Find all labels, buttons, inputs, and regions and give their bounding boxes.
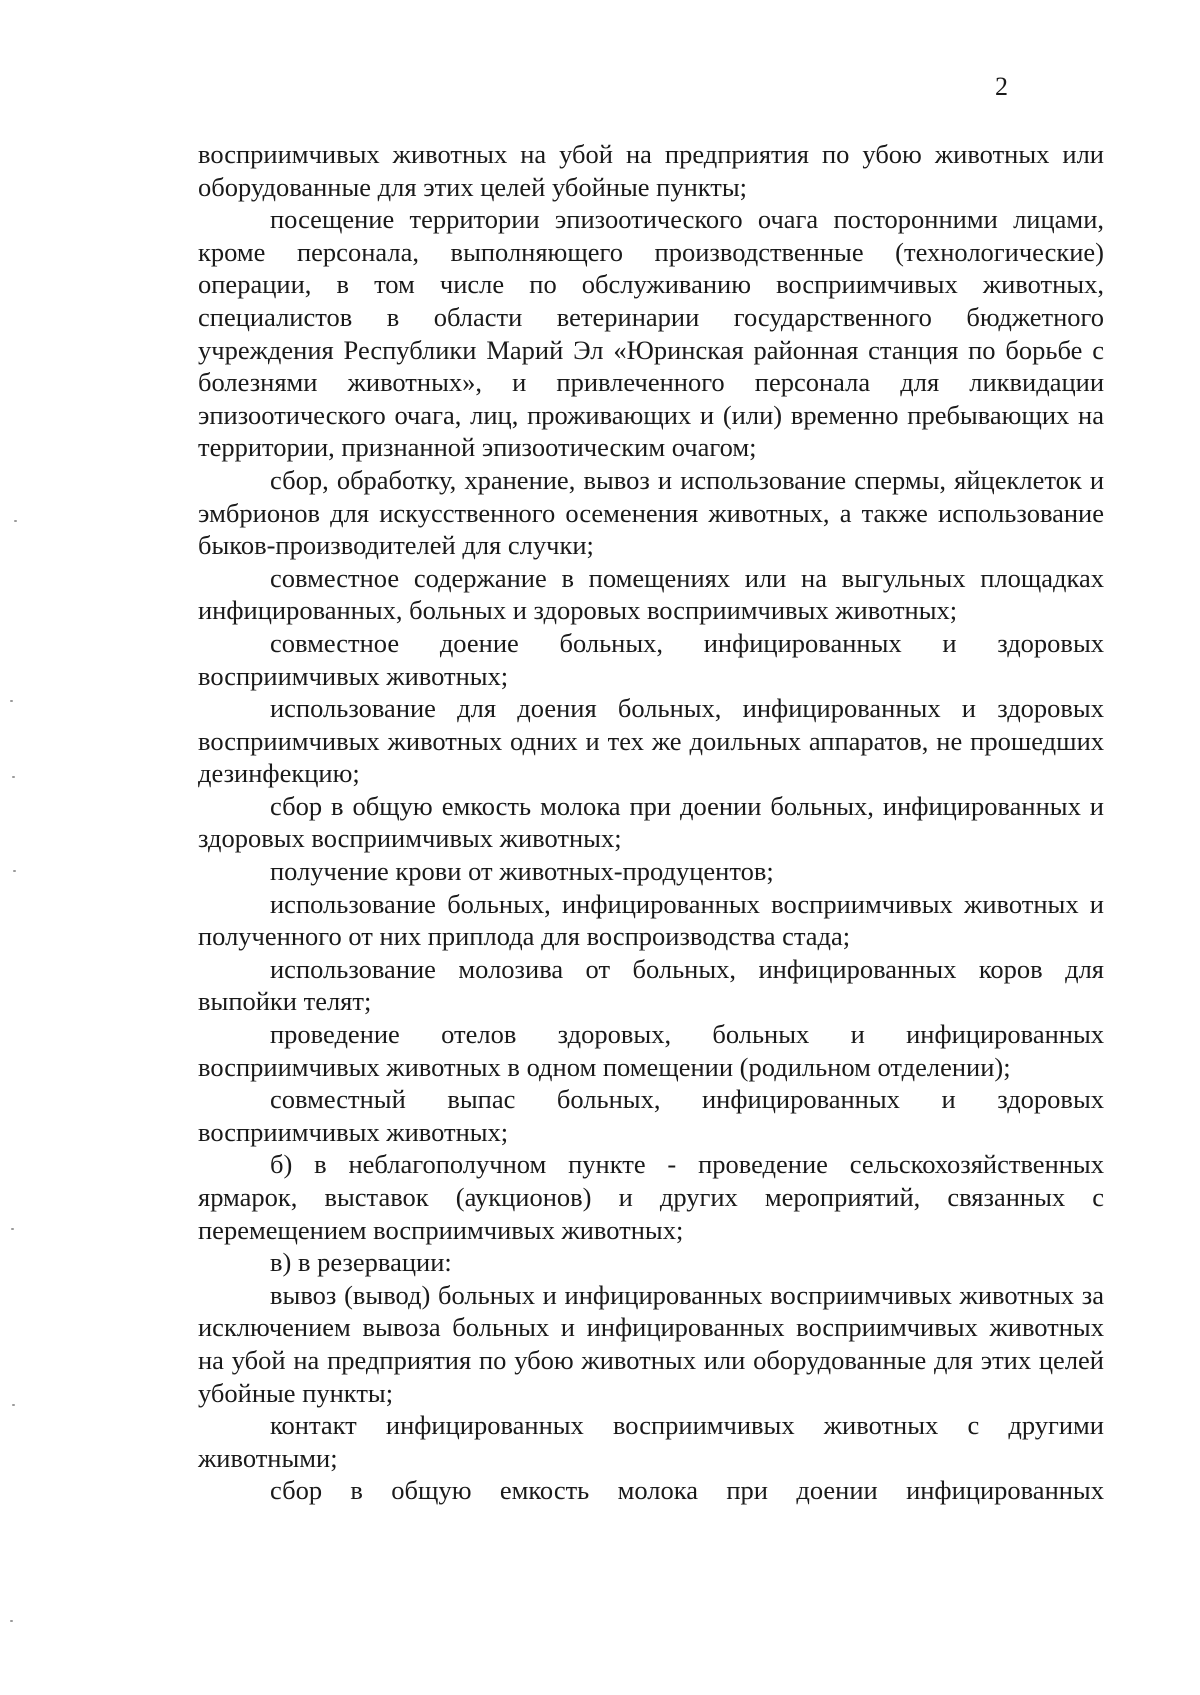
- paragraph: посещение территории эпизоотического очага посторонними лицами, кроме персонала, выполняющего производственные (технологические) операции, в том числе по обслуживанию восприимчивых животных, специалистов в области ветеринарии государственного бюджетного учреждения Республики Марий Эл «Юринская районная станция по борьбе с болезнями животных», и привлеченного персонала для ликвидации эпизоотического очага, лиц, проживающих и (или) временно пребывающих на территории, признанной эпизоотическим очагом;: [198, 204, 1104, 463]
- paragraph: восприимчивых животных на убой на предприятия по убою животных или оборудованные для этих целей убойные пункты;: [198, 139, 1104, 202]
- paragraph: контакт инфицированных восприимчивых животных с другими животными;: [198, 1410, 1104, 1473]
- paragraph: проведение отелов здоровых, больных и инфицированных восприимчивых животных в одном помещении (родильном отделении);: [198, 1019, 1104, 1082]
- paragraph: использование больных, инфицированных восприимчивых животных и полученного от них приплода для воспроизводства стада;: [198, 888, 1104, 952]
- scan-speck: [13, 870, 16, 872]
- paragraph: сбор в общую емкость молока при доении инфицированных: [270, 1475, 1104, 1506]
- paragraph: совместное доение больных, инфицированных и здоровых восприимчивых животных;: [198, 627, 1104, 691]
- scan-speck: [10, 700, 13, 702]
- paragraph: использование для доения больных, инфицированных и здоровых восприимчивых животных одних и тех же доильных аппаратов, не прошедших дезинфекцию;: [198, 693, 1104, 789]
- paragraph: сбор в общую емкость молока при доении больных, инфицированных и здоровых восприимчивых животных;: [198, 790, 1104, 854]
- paragraph: получение крови от животных-продуцентов;: [270, 856, 774, 887]
- paragraph: б) в неблагополучном пункте - проведение сельскохозяйственных ярмарок, выставок (аукционов) и других мероприятий, связанных с перемещением восприимчивых животных;: [198, 1149, 1104, 1245]
- paragraph: совместный выпас больных, инфицированных и здоровых восприимчивых животных;: [198, 1084, 1104, 1147]
- scan-speck: [14, 520, 17, 522]
- page-number: 2: [995, 72, 1008, 101]
- scan-speck: [11, 1228, 14, 1230]
- scan-speck: [10, 1620, 13, 1622]
- paragraph: использование молозива от больных, инфицированных коров для выпойки телят;: [198, 953, 1104, 1017]
- paragraph: в) в резервации:: [270, 1247, 452, 1278]
- body-text: [198, 138, 1104, 1507]
- paragraph: совместное содержание в помещениях или на выгульных площадках инфицированных, больных и здоровых восприимчивых животных;: [198, 562, 1104, 626]
- paragraph: сбор, обработку, хранение, вывоз и использование спермы, яйцеклеток и эмбрионов для искусственного осеменения животных, а также использование быков-производителей для случки;: [198, 464, 1104, 561]
- scan-speck: [12, 776, 15, 778]
- paragraph: вывоз (вывод) больных и инфицированных восприимчивых животных за исключением вывоза больных и инфицированных восприимчивых животных на убой на предприятия по убою животных или оборудованные для этих целей убойные пункты;: [198, 1279, 1104, 1408]
- scan-speck: [12, 1404, 15, 1406]
